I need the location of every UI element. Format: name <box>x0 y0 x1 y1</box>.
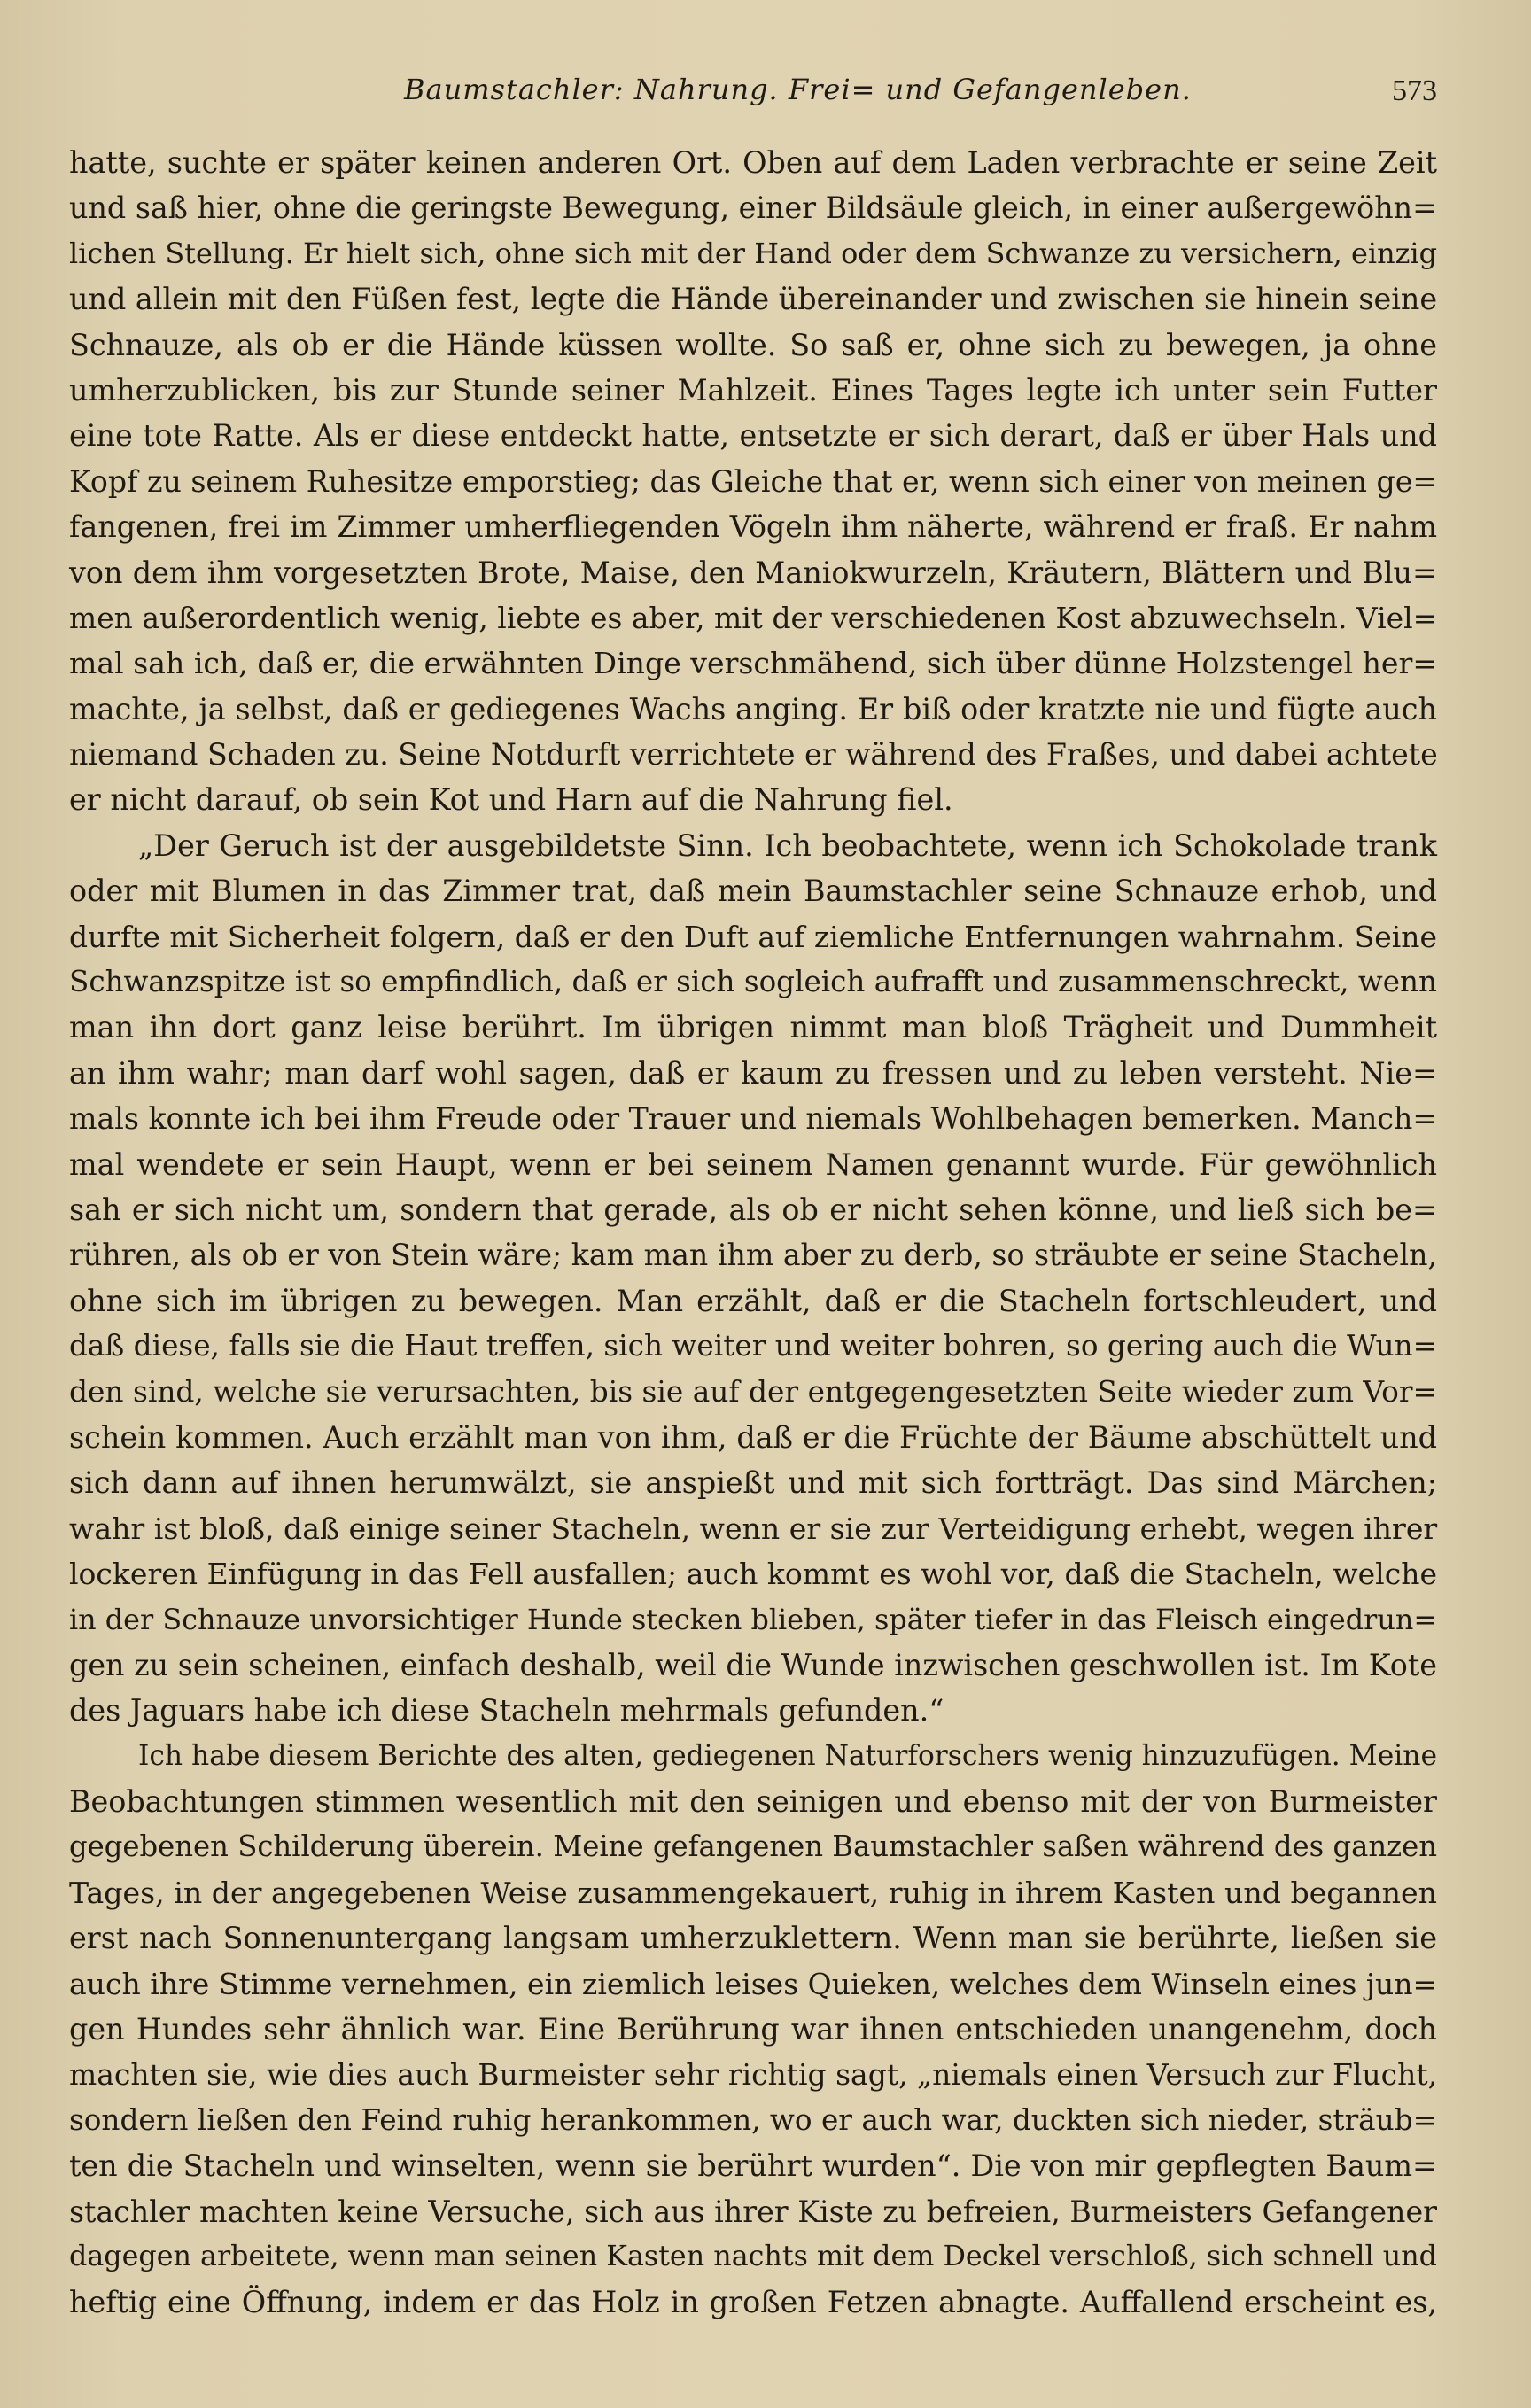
text-line: in der Schnauze unvorsichtiger Hunde stecken blieben, später tiefer in das Fleisch eingedrun= <box>69 1602 1438 1636</box>
text-line: rühren, als ob er von Stein wäre; kam man ihm aber zu derb, so sträubte er seine Stacheln, <box>69 1238 1438 1273</box>
text-line: man ihn dort ganz leise berührt. Im übrigen nimmt man bloß Trägheit und Dummheit <box>69 1010 1437 1045</box>
text-line: ten die Stacheln und winselten, wenn sie berührt wurden“. Die von mir gepflegten Baum= <box>69 2148 1437 2184</box>
text-line: an ihm wahr; man darf wohl sagen, daß er kaum zu fressen und zu leben versteht. Nie= <box>69 1055 1437 1091</box>
running-head <box>69 73 1437 117</box>
text-line: dagegen arbeitete, wenn man seinen Kasten nachts mit dem Deckel verschloß, sich schnell und <box>69 2240 1437 2272</box>
text-line: sah er sich nicht um, sondern that gerade, als ob er nicht sehen könne, und ließ sich be= <box>69 1192 1437 1227</box>
text-line: Schnauze, als ob er die Hände küssen wollte. So saß er, ohne sich zu bewegen, ja ohne <box>69 327 1437 362</box>
text-line: und allein mit den Füßen fest, legte die Hände übereinander und zwischen sie hinein seine <box>69 282 1438 317</box>
paragraph-start-line: Ich habe diesem Berichte des alten, gediegenen Naturforschers wenig hinzuzufügen. Meine <box>138 1739 1437 1772</box>
text-line: Schwanzspitze ist so empfindlich, daß er sich sogleich aufrafft und zusammenschreckt, wenn <box>69 965 1438 999</box>
text-line: gen zu sein scheinen, einfach deshalb, weil die Wunde inzwischen geschwollen ist. Im Kote <box>69 1647 1437 1682</box>
text-line: mals konnte ich bei ihm Freude oder Trauer und niemals Wohlbehagen bemerken. Manch= <box>69 1101 1438 1137</box>
paragraph-start-line: „Der Geruch ist der ausgebildetste Sinn. Ich beobachtete, wenn ich Schokolade trank <box>138 827 1437 863</box>
text-line: lichen Stellung. Er hielt sich, ohne sich mit der Hand oder dem Schwanze zu versichern, einzig <box>69 236 1437 270</box>
text-line: oder mit Blumen in das Zimmer trat, daß mein Baumstachler seine Schnauze erhob, und <box>69 874 1437 909</box>
text-line: Beobachtungen stimmen wesentlich mit den seinigen und ebenso mit der von Burmeister <box>69 1784 1437 1820</box>
text-line: machte, ja selbst, daß er gediegenes Wachs anging. Er biß oder kratzte nie und fügte auch <box>69 691 1437 726</box>
text-line: hatte, suchte er später keinen anderen Ort. Oben auf dem Laden verbrachte er seine Zeit <box>69 145 1437 180</box>
text-line: durfte mit Sicherheit folgern, daß er den Duft auf ziemliche Entfernungen wahrnahm. Seine <box>69 919 1437 954</box>
text-line: umherzublicken, bis zur Stunde seiner Mahlzeit. Eines Tages legte ich unter sein Futter <box>69 372 1437 408</box>
text-line: sich dann auf ihnen herumwälzt, sie anspießt und mit sich fortträgt. Das sind Märchen; <box>69 1465 1437 1501</box>
text-line: mal sah ich, daß er, die erwähnten Dinge verschmähend, sich über dünne Holzstengel her= <box>69 646 1438 681</box>
text-line: heftig eine Öffnung, indem er das Holz in großen Fetzen abnagte. Auffallend erscheint es, <box>69 2285 1437 2320</box>
text-line: men außerordentlich wenig, liebte es aber, mit der verschiedenen Kost abzuwechseln. Viel= <box>69 600 1438 635</box>
text-line: wahr ist bloß, daß einige seiner Stacheln, wenn er sie zur Verteidigung erhebt, wegen ihrer <box>69 1511 1438 1546</box>
text-line: den sind, welche sie verursachten, bis sie auf der entgegengesetzten Seite wieder zum Vor= <box>69 1374 1437 1409</box>
text-line: gen Hundes sehr ähnlich war. Eine Berührung war ihnen entschieden unangenehm, doch <box>69 2012 1437 2047</box>
text-line: auch ihre Stimme vernehmen, ein ziemlich leises Quieken, welches dem Winseln eines jun= <box>69 1966 1438 2001</box>
text-line: gegebenen Schilderung überein. Meine gefangenen Baumstachler saßen während des ganzen <box>69 1829 1437 1864</box>
text-line: daß diese, falls sie die Haut treffen, sich weiter und weiter bohren, so gering auch die Wun= <box>69 1329 1437 1363</box>
text-line: stachler machten keine Versuche, sich aus ihrer Kiste zu befreien, Burmeisters Gefangener <box>69 2194 1437 2229</box>
text-line: eine tote Ratte. Als er diese entdeckt hatte, entsetzte er sich derart, daß er über Hals und <box>69 418 1437 454</box>
text-line: Tages, in der angegebenen Weise zusammengekauert, ruhig in ihrem Kasten und begannen <box>69 1875 1437 1910</box>
page-number: 573 <box>1392 74 1437 107</box>
text-line: fangenen, frei im Zimmer umherfliegenden Vögeln ihm näherte, während er fraß. Er nahm <box>69 509 1437 545</box>
text-line: Kopf zu seinem Ruhesitze emporstieg; das Gleiche that er, wenn sich einer von meinen ge= <box>69 463 1438 499</box>
text-line: des Jaguars habe ich diese Stacheln mehrmals gefunden.“ <box>69 1693 944 1728</box>
text-line: er nicht darauf, ob sein Kot und Harn auf die Nahrung fiel. <box>69 782 953 818</box>
text-line: ohne sich im übrigen zu bewegen. Man erzählt, daß er die Stacheln fortschleudert, und <box>69 1283 1437 1318</box>
text-line: lockeren Einfügung in das Fell ausfallen; auch kommt es wohl vor, daß die Stacheln, welche <box>69 1557 1437 1592</box>
text-line: erst nach Sonnenuntergang langsam umherzuklettern. Wenn man sie berührte, ließen sie <box>69 1921 1437 1956</box>
text-line: niemand Schaden zu. Seine Notdurft verrichtete er während des Fraßes, und dabei achtete <box>69 737 1438 773</box>
text-line: mal wendete er sein Haupt, wenn er bei seinem Namen genannt wurde. Für gewöhnlich <box>69 1146 1437 1182</box>
text-line: schein kommen. Auch erzählt man von ihm, daß er die Früchte der Bäume abschüttelt und <box>69 1419 1437 1455</box>
body-text <box>69 140 1437 2326</box>
text-line: machten sie, wie dies auch Burmeister sehr richtig sagt, „niemals einen Versuch zur Flucht, <box>69 2057 1438 2093</box>
text-line: von dem ihm vorgesetzten Brote, Maise, den Maniokwurzeln, Kräutern, Blättern und Blu= <box>69 555 1437 590</box>
text-line: und saß hier, ohne die geringste Bewegung, einer Bildsäule gleich, in einer außergewöhn= <box>69 190 1437 226</box>
text-line: sondern ließen den Feind ruhig herankommen, wo er auch war, duckten sich nieder, sträub= <box>69 2102 1437 2137</box>
running-title: Baumstachler: Nahrung. Frei= und Gefangenleben. <box>404 73 1192 106</box>
